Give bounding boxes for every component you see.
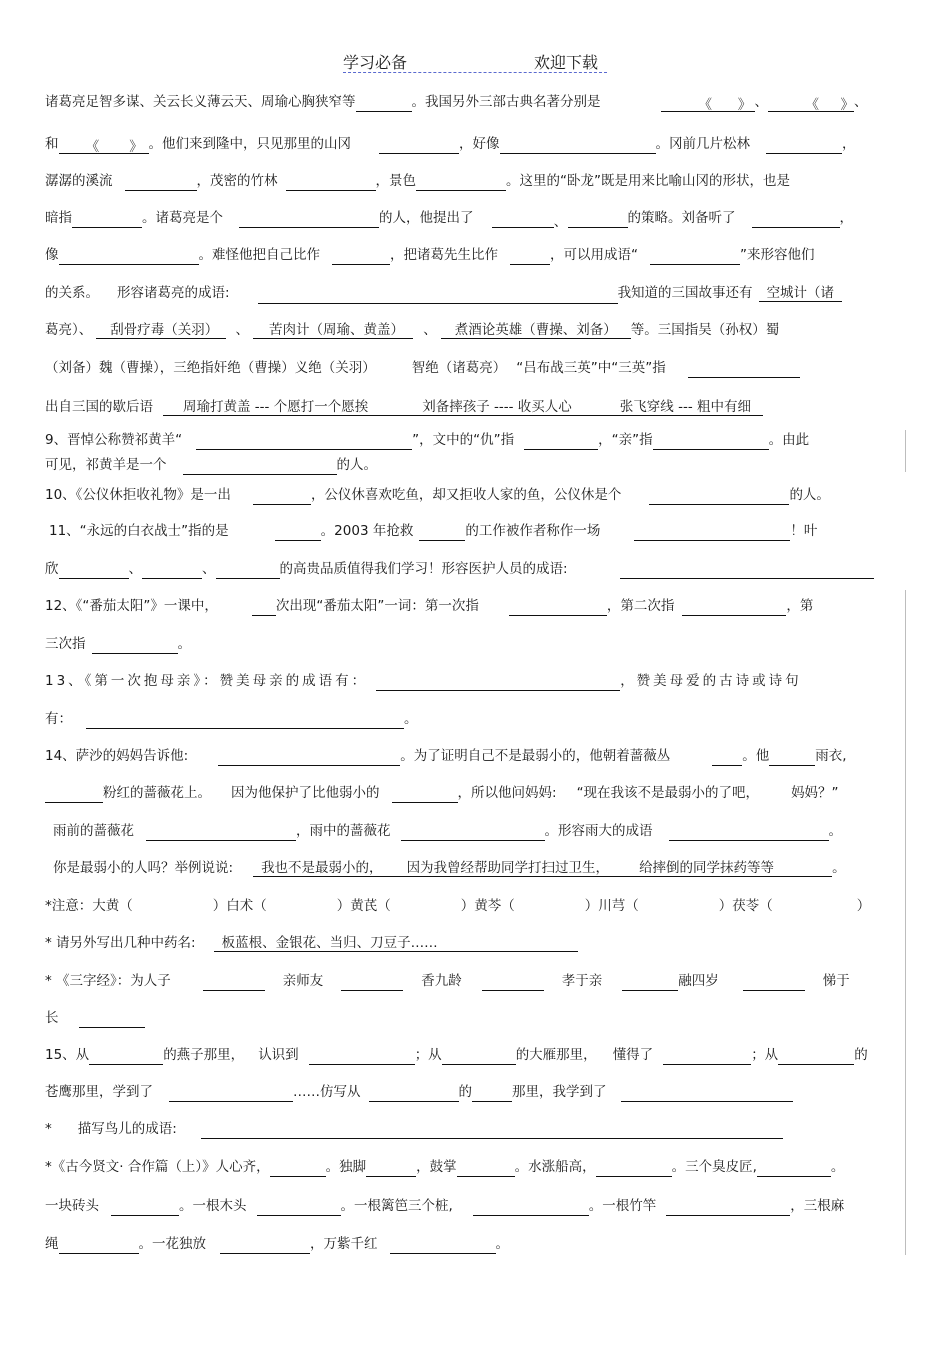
text-segment: 的人。 [789, 487, 830, 503]
text-line [45, 245, 906, 265]
text-segment: 。 [828, 823, 842, 839]
text-segment: 。我国另外三部古典名著分别是 [411, 94, 601, 110]
blank-field[interactable] [510, 248, 550, 265]
text-segment: ）茯苓（ [718, 898, 773, 914]
blank-field[interactable] [239, 211, 379, 228]
blank-field[interactable] [500, 137, 656, 154]
text-segment: ，万紫千红 [310, 1236, 378, 1252]
blank-field[interactable] [169, 1085, 293, 1102]
text-segment: * 《三字经》：为人子 [45, 973, 171, 989]
text-line: 暗指 。诸葛亮是个 的人，他提出了 、 的策略。刘备听了 ， [45, 210, 853, 230]
blank-field[interactable] [275, 524, 321, 541]
blank-field[interactable] [253, 488, 311, 505]
text-segment: ，可以用成语“ [550, 247, 638, 263]
text-segment: 潺潺的溪流 [45, 173, 113, 189]
text-segment: 。 [177, 636, 191, 652]
text-segment: 14、萨沙的妈妈告诉他: [45, 748, 189, 764]
text-segment: 。一根木头 [179, 1198, 247, 1214]
blank-field[interactable] [769, 749, 815, 766]
text-segment: 。冈前几片松林 [655, 136, 750, 152]
text-segment: 的人。 [336, 457, 377, 473]
text-segment: 。2003 年抢救 [320, 523, 414, 539]
text-segment: 。一根竹竿 [588, 1198, 657, 1214]
blank-field[interactable] [257, 1199, 341, 1216]
text-segment: *注意：大黄（ [45, 898, 133, 914]
question-11-line [45, 559, 906, 579]
text-segment: 。水涨船高， [514, 1159, 596, 1175]
blank-field[interactable] [621, 1085, 793, 1102]
blank-field[interactable] [92, 637, 178, 654]
filled-answer: 张飞穿线 --- 粗中有细 [586, 399, 763, 416]
blank-field[interactable] [59, 1237, 139, 1254]
text-segment: ；从 [751, 1047, 779, 1063]
text-segment: 像 [45, 247, 59, 263]
text-line: 诸葛亮足智多谋、关云长义薄云天、周瑜心胸狭窄等 。我国另外三部古典名著分别是 《 》 、 《 》、 [45, 94, 868, 113]
text-segment: 的高贵品质值得我们学习！形容医护人员的成语: [279, 561, 568, 577]
text-segment: 一块砖头 [45, 1198, 99, 1214]
text-segment: 绳 [45, 1236, 59, 1252]
blank-field[interactable] [86, 712, 404, 729]
blank-field[interactable] [666, 1199, 790, 1216]
text-segment: 11、“永远的白衣战士”指的是 [49, 523, 229, 539]
text-segment: 有： [45, 711, 72, 727]
blank-field[interactable] [752, 211, 840, 228]
blank-field[interactable] [663, 1048, 751, 1065]
book-bracket: 》 [840, 97, 854, 113]
text-segment: 智绝（诸葛亮） [411, 360, 507, 376]
blank-field[interactable] [366, 1160, 416, 1177]
text-segment: 和 [45, 136, 59, 152]
text-segment: 。他 [742, 748, 770, 764]
blank-field[interactable] [622, 974, 678, 991]
blank-field[interactable] [650, 248, 740, 265]
blank-field[interactable] [768, 95, 854, 112]
text-segment: 形容诸葛亮的成语: [117, 285, 230, 301]
text-segment: 苍鹰那里，学到了 [45, 1084, 153, 1100]
blank-field[interactable] [390, 1237, 496, 1254]
blank-field[interactable] [419, 524, 465, 541]
gujin-line [45, 1196, 906, 1216]
text-segment: 、 [202, 561, 216, 577]
text-segment: ，所以他问妈妈: [457, 785, 557, 801]
text-segment: 描写鸟儿的成语: [77, 1121, 177, 1137]
blank-field[interactable] [688, 361, 800, 378]
text-segment: 雨前的蔷薇花 [53, 823, 134, 839]
text-segment: 的人，他提出了 [379, 210, 474, 226]
blank-field[interactable] [699, 95, 755, 112]
blank-field[interactable] [682, 599, 786, 616]
text-segment: 暗指 [45, 210, 72, 226]
text-segment: 。 [495, 1236, 509, 1252]
text-segment: ，三根麻 [790, 1198, 845, 1214]
question-10-line [45, 485, 906, 505]
text-segment: *《古今贤文· 合作篇（上）》人心齐， [45, 1159, 270, 1175]
blank-field[interactable] [472, 1085, 512, 1102]
blank-field[interactable] [392, 786, 458, 803]
text-segment: （刘备）魏（曹操），三绝指奸绝（曹操）义绝（关羽） [45, 360, 376, 376]
text-segment: 你是最弱小的人吗？举例说说: [53, 860, 234, 876]
blank-field[interactable] [634, 524, 790, 541]
blank-field[interactable] [401, 824, 545, 841]
question-12-line [45, 596, 906, 616]
blank-field[interactable] [220, 1237, 310, 1254]
blank-field[interactable] [59, 562, 129, 579]
text-segment: ，景色 [375, 173, 416, 189]
text-segment: ；从 [414, 1047, 442, 1063]
text-segment: 。他们来到隆中，只见那里的山冈 [148, 136, 351, 152]
blank-field[interactable] [482, 974, 544, 991]
answer-part: 给摔倒的同学抹药等等 [639, 860, 775, 876]
text-segment: 。独脚 [325, 1159, 367, 1175]
text-segment: * [45, 1121, 52, 1137]
question-13-line [45, 671, 906, 691]
text-segment: ） [856, 898, 871, 914]
question-9-line [45, 455, 906, 475]
text-segment: ）黄芩（ [460, 898, 515, 914]
filled-answer: 周瑜打黄盖 --- 个愿打一个愿挨 [163, 399, 382, 416]
text-segment: 那里，我学到了 [512, 1084, 607, 1100]
text-segment: 粉红的蔷薇花上。 [103, 785, 211, 801]
blank-field[interactable] [661, 95, 699, 112]
text-segment: ……仿写从 [293, 1084, 361, 1100]
text-segment: “吕布战三英”中“三英”指 [516, 360, 666, 376]
text-segment: ）黄芪（ [336, 898, 391, 914]
text-segment: 15、从 [45, 1047, 90, 1063]
question-9-line [45, 430, 906, 450]
filled-answer: 板蓝根、金银花、当归、刀豆子…… [214, 935, 578, 952]
text-segment: ！叶 [790, 523, 818, 539]
blank-field[interactable] [45, 786, 103, 803]
question-14-line [45, 858, 906, 878]
blank-field[interactable]: 《 》 [59, 137, 149, 154]
text-segment: ”，文中的“仇”指 [412, 432, 515, 448]
text-segment: 的 [854, 1047, 868, 1063]
question-15-line [45, 1119, 906, 1139]
blank-field[interactable] [457, 1160, 515, 1177]
blank-field[interactable] [286, 174, 376, 191]
text-segment: 雨衣, [815, 748, 847, 764]
text-segment: ”来形容他们 [740, 247, 815, 263]
blank-field[interactable] [356, 95, 412, 112]
text-segment: 。诸葛亮是个 [142, 210, 223, 226]
question-14-line [45, 783, 906, 803]
blank-field[interactable] [442, 1048, 516, 1065]
text-segment: 。这里的“卧龙”既是用来比喻山冈的形状，也是 [506, 173, 790, 189]
text-segment: 13、《第一次抱母亲》：赞美母亲的成语有： [45, 673, 369, 689]
text-segment: 。三个臭皮匠, [671, 1159, 757, 1175]
blank-field[interactable] [196, 433, 412, 450]
blank-field[interactable] [416, 174, 506, 191]
answer-part: 我也不是最弱小的， [261, 860, 383, 876]
question-15-line [45, 1045, 906, 1065]
blank-field[interactable] [369, 1085, 459, 1102]
text-segment: 孝于亲 [561, 973, 603, 989]
herbs-line [45, 896, 906, 916]
blank-field[interactable] [59, 248, 199, 265]
text-segment: 欣 [45, 561, 59, 577]
blank-field[interactable] [341, 974, 403, 991]
herbs-line [45, 933, 906, 953]
blank-field[interactable] [89, 1048, 163, 1065]
question-14-line [45, 821, 906, 841]
blank-field[interactable] [524, 433, 598, 450]
text-line [45, 358, 906, 378]
blank-field[interactable] [379, 137, 459, 154]
blank-field[interactable] [203, 974, 265, 991]
text-segment: 香九龄 [421, 973, 462, 989]
blank-field[interactable] [201, 1122, 783, 1139]
text-segment: 悌于 [822, 973, 850, 989]
text-segment: 懂得了 [612, 1047, 654, 1063]
text-segment: 可见，祁黄羊是一个 [45, 457, 167, 473]
text-segment: 。一根篱笆三个桩, [340, 1198, 453, 1214]
blank-field[interactable] [669, 824, 829, 841]
text-segment: “现在我该不是最弱小的了吧， [576, 785, 760, 801]
blank-field[interactable] [79, 1011, 145, 1028]
question-13-line [45, 709, 906, 729]
text-segment: 、 [553, 214, 568, 230]
book-bracket: 《 [805, 97, 820, 113]
filled-answer: 煮酒论英雄（曹操、刘备） [441, 322, 631, 339]
text-segment: 的工作被作者称作一场 [465, 523, 601, 539]
blank-field[interactable] [258, 287, 618, 304]
text-segment: 的 [458, 1084, 472, 1100]
text-segment: 诸葛亮足智多谋、关云长义薄云天、周瑜心胸狭窄等 [45, 94, 356, 110]
text-segment: ，公仪休喜欢吃鱼，却又拒收人家的鱼，公仪休是个 [310, 487, 622, 503]
header-left-text: 学习必备 [343, 53, 408, 72]
text-segment: 的策略。刘备听了 [627, 210, 736, 226]
question-15-line [45, 1082, 906, 1102]
blank-field[interactable] [332, 248, 390, 265]
text-segment: 12、《“番茄太阳”》一课中， [45, 598, 218, 614]
blank-field[interactable] [778, 1048, 854, 1065]
blank-field[interactable] [712, 749, 742, 766]
blank-field[interactable] [111, 1199, 179, 1216]
answer-part: 因为我曾经帮助同学打扫过卫生， [406, 860, 610, 876]
question-12-line [45, 634, 906, 654]
text-segment: 妈妈？” [791, 785, 839, 801]
blank-field[interactable] [218, 749, 400, 766]
text-segment: 。一花独放 [138, 1236, 206, 1252]
blank-field[interactable] [309, 1048, 415, 1065]
blank-field[interactable] [743, 974, 805, 991]
text-line: 和 《 》 。他们来到隆中，只见那里的山冈 ，好像 。冈前几片松林 ， [45, 136, 856, 155]
filled-answer: 刘备摔孩子 ---- 收买人心 [382, 399, 586, 416]
text-segment: ，“亲”指 [598, 432, 653, 448]
page-header [0, 50, 950, 74]
text-segment: 我知道的三国故事还有 [617, 285, 753, 301]
blank-field[interactable] [492, 211, 554, 228]
blank-field[interactable] [757, 1160, 831, 1177]
blank-field[interactable] [653, 433, 769, 450]
sanzijing-line [45, 971, 906, 991]
text-segment: ，赞美母爱的古诗或诗句 [620, 673, 802, 689]
text-segment: 葛亮） [45, 322, 79, 338]
blank-field[interactable] [766, 137, 842, 154]
question-14-line [45, 746, 906, 766]
text-line [45, 171, 906, 191]
text-segment: 因为他保护了比他弱小的 [231, 785, 380, 801]
text-segment: ）白术（ [212, 898, 267, 914]
gujin-line [45, 1157, 906, 1177]
text-segment: * 请另外写出几种中药名: [45, 935, 196, 951]
text-segment: ，第 [786, 598, 814, 614]
blank-field[interactable] [125, 174, 197, 191]
blank-field[interactable] [72, 211, 142, 228]
text-segment: 等。三国指吴（孙权）蜀 [630, 322, 780, 338]
question-11-line [45, 521, 906, 541]
text-segment: 出自三国的歇后语 [45, 399, 153, 415]
text-segment: 。 [830, 1159, 845, 1175]
blank-field[interactable] [620, 562, 874, 579]
text-segment: 认识到 [258, 1047, 299, 1063]
filled-answer: 刮骨疗毒（关羽） [96, 322, 225, 339]
text-segment: 次出现“番茄太阳”一词：第一次指 [275, 598, 479, 614]
text-segment: 。难怪他把自己比作 [198, 247, 320, 263]
blank-field[interactable] [568, 211, 628, 228]
sanzijing-line [45, 1008, 906, 1028]
blank-field[interactable] [473, 1199, 589, 1216]
book-bracket: 《 [698, 97, 712, 113]
filled-answer: 空城计（诸 [759, 285, 843, 302]
blank-field[interactable] [146, 824, 296, 841]
text-segment: 长 [45, 1010, 59, 1026]
text-segment: ，鼓掌 [416, 1159, 457, 1175]
text-segment: ，第二次指 [606, 598, 675, 614]
text-segment: 、 [128, 561, 142, 577]
blank-field[interactable] [509, 599, 607, 616]
book-bracket: 》 [737, 97, 752, 113]
text-segment: ，雨中的蔷薇花 [296, 823, 391, 839]
blank-field[interactable] [216, 562, 280, 579]
blank-field[interactable] [252, 599, 276, 616]
text-line [45, 397, 906, 417]
text-segment: ，好像 [459, 136, 500, 152]
filled-answer [253, 860, 832, 877]
text-segment: 融四岁 [678, 973, 719, 989]
blank-field[interactable] [183, 458, 337, 475]
blank-field[interactable] [142, 562, 202, 579]
text-segment: 。由此 [768, 432, 810, 448]
text-segment: ，把诸葛先生比作 [390, 247, 498, 263]
blank-field[interactable] [376, 674, 620, 691]
text-segment: 的大雁那里， [515, 1047, 597, 1063]
header-dashed-line [343, 72, 607, 73]
text-line [45, 283, 906, 304]
text-segment: 。形容雨大的成语 [544, 823, 653, 839]
text-segment: 三次指 [45, 636, 86, 652]
text-segment: 9、晋悼公称赞祁黄羊“ [45, 432, 183, 448]
blank-field[interactable] [270, 1160, 326, 1177]
text-segment: 的关系。 [45, 285, 99, 301]
text-segment: 。 [832, 860, 846, 876]
header-right-text: 欢迎下载 [534, 53, 599, 72]
blank-field[interactable] [596, 1160, 672, 1177]
text-segment: 。为了证明自己不是最弱小的，他朝着蔷薇丛 [400, 748, 671, 764]
text-line: 葛亮）、 刮骨疗毒（关羽） 、 苦肉计（周瑜、黄盖） 、 煮酒论英雄（曹操、刘备） 等。三国指吴（孙权）蜀 [45, 322, 780, 338]
filled-answer: 苦肉计（周瑜、黄盖） [253, 322, 413, 339]
text-segment: 10、《公仪休拒收礼物》是一出 [45, 487, 231, 503]
text-segment: 。 [404, 711, 418, 727]
gujin-line [45, 1234, 906, 1254]
text-segment: 的燕子那里， [163, 1047, 245, 1063]
text-segment: ）川芎（ [584, 898, 639, 914]
blank-field[interactable] [649, 488, 789, 505]
text-segment: ，茂密的竹林 [196, 173, 278, 189]
text-segment: 亲师友 [282, 973, 324, 989]
